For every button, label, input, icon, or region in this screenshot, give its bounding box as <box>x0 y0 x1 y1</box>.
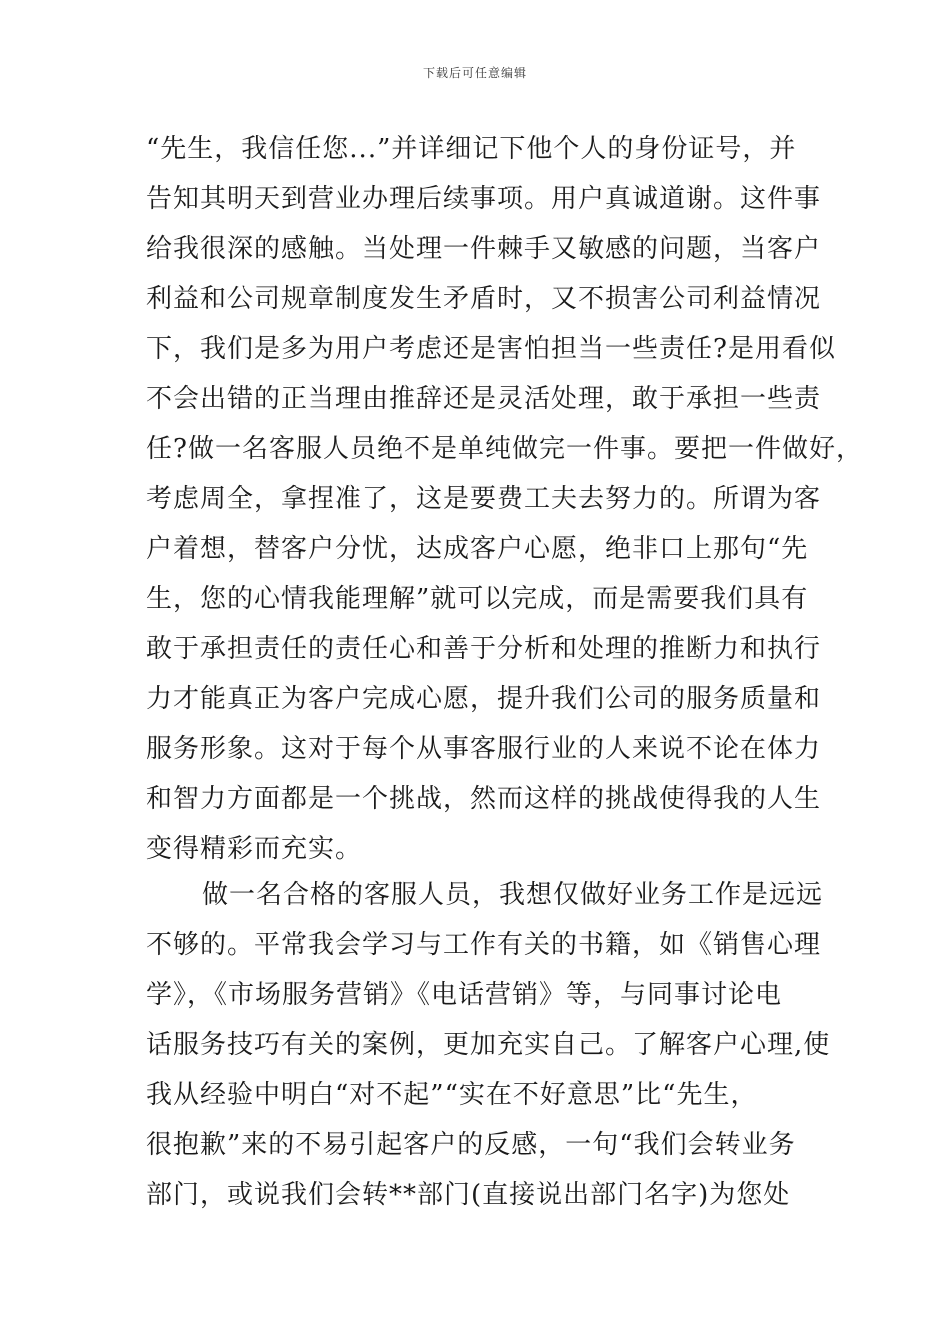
text-line: 利益和公司规章制度发生矛盾时，又不损害公司利益情况 <box>146 284 822 314</box>
text-line: 变得精彩而充实。 <box>146 834 363 864</box>
text-line: 部门，或说我们会转**部门(直接说出部门名字)为您处 <box>146 1180 791 1210</box>
text-line: 告知其明天到营业办理后续事项。用户真诚道谢。这件事 <box>146 184 822 214</box>
text-line: 考虑周全，拿捏准了，这是要费工夫去努力的。所谓为客 <box>146 484 822 514</box>
text-line: 学》，《市场服务营销》《电话营销》等，与同事讨论电 <box>146 980 783 1010</box>
text-line: 任?做一名客服人员绝不是单纯做完一件事。要把一件做好， <box>146 434 863 464</box>
text-line: 和智力方面都是一个挑战，然而这样的挑战使得我的人生 <box>146 784 822 814</box>
paragraph-1 <box>146 124 863 874</box>
text-line: 不够的。平常我会学习与工作有关的书籍，如《销售心理 <box>146 930 822 960</box>
text-line: 服务形象。这对于每个从事客服行业的人来说不论在体力 <box>146 734 822 764</box>
text-line: 生，您的心情我能理解”就可以完成，而是需要我们具有 <box>146 584 809 614</box>
text-line: 很抱歉”来的不易引起客户的反感，一句“我们会转业务 <box>146 1130 796 1160</box>
text-line: “先生，我信任您...”并详细记下他个人的身份证号，并 <box>146 134 797 164</box>
text-line: 户着想，替客户分忧，达成客户心愿，绝非口上那句“先 <box>146 534 809 564</box>
text-line: 不会出错的正当理由推辞还是灵活处理，敢于承担一些责 <box>146 384 822 414</box>
paragraph-2 <box>146 870 831 1220</box>
text-line: 话服务技巧有关的案例，更加充实自己。了解客户心理,使 <box>146 1030 831 1060</box>
text-line: 下，我们是多为用户考虑还是害怕担当一些责任?是用看似 <box>146 334 836 364</box>
page-header: 下载后可任意编辑 <box>422 66 527 80</box>
text-line: 做一名合格的客服人员，我想仅做好业务工作是远远 <box>202 880 824 910</box>
text-line: 敢于承担责任的责任心和善于分析和处理的推断力和执行 <box>146 634 822 664</box>
text-line: 力才能真正为客户完成心愿，提升我们公司的服务质量和 <box>146 684 822 714</box>
text-line: 我从经验中明白“对不起”“实在不好意思”比“先生， <box>146 1080 758 1110</box>
text-line: 给我很深的感触。当处理一件棘手又敏感的问题，当客户 <box>146 234 822 264</box>
